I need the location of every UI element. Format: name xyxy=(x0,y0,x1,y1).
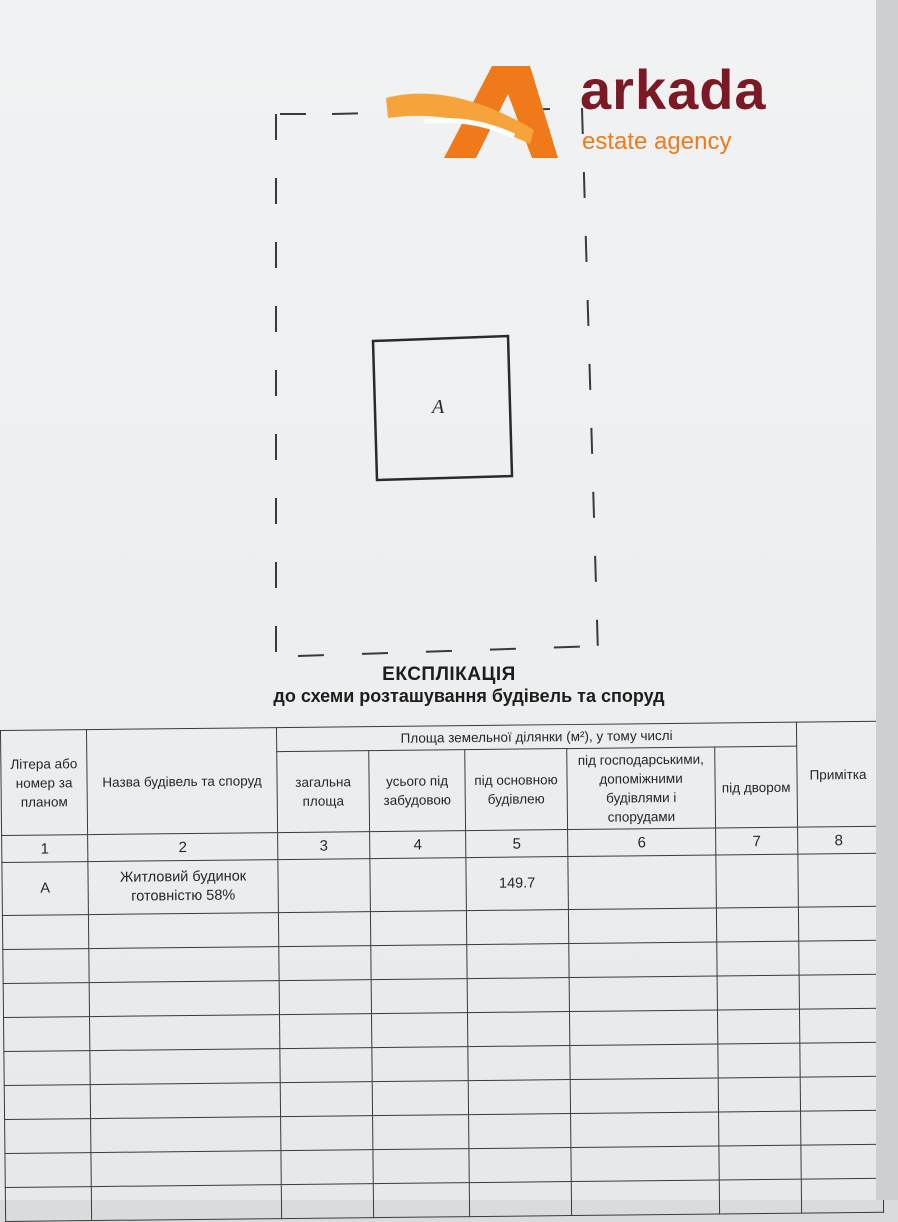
cell-building-name: Житловий будинок готовністю 58% xyxy=(88,860,279,915)
empty-cell xyxy=(3,949,89,984)
column-number: 6 xyxy=(568,828,716,857)
empty-cell xyxy=(717,975,799,1010)
arkada-logo-icon xyxy=(384,58,564,168)
empty-cell xyxy=(468,1046,570,1081)
empty-cell xyxy=(91,1185,281,1221)
header-auxiliary: під господарськими, допоміжними будівлями і спорудами xyxy=(567,747,716,830)
empty-cell xyxy=(571,1112,719,1148)
empty-cell xyxy=(570,1078,718,1114)
empty-cell xyxy=(281,1150,373,1185)
column-number: 8 xyxy=(798,826,880,854)
logo-wordmark: arkada xyxy=(580,58,767,121)
cell-auxiliary xyxy=(568,855,717,910)
empty-cell xyxy=(801,1144,883,1179)
header-built-area: усього під забудовою xyxy=(369,750,466,832)
empty-cell xyxy=(801,1110,883,1145)
empty-cell xyxy=(371,979,467,1014)
cell-letter: А xyxy=(2,862,89,916)
header-note: Примітка xyxy=(796,721,879,827)
building-label: А xyxy=(432,396,445,418)
column-number: 3 xyxy=(278,832,370,860)
empty-cell xyxy=(281,1184,373,1219)
empty-cell xyxy=(469,1182,571,1217)
empty-cell xyxy=(4,1017,90,1052)
empty-cell xyxy=(5,1187,91,1222)
header-area-group: Площа земельної ділянки (м²), у тому числі xyxy=(276,722,796,751)
empty-cell xyxy=(571,1180,719,1216)
empty-cell xyxy=(4,1051,90,1086)
empty-cell xyxy=(3,983,89,1018)
cell-built-area xyxy=(370,858,467,912)
explication-table xyxy=(0,721,884,1222)
empty-cell xyxy=(469,1114,571,1149)
empty-cell xyxy=(90,1015,280,1051)
header-building-name: Назва будівель та споруд xyxy=(87,728,278,835)
empty-cell xyxy=(798,906,880,941)
empty-cell xyxy=(571,1146,719,1182)
empty-cell xyxy=(371,1013,467,1048)
empty-cell xyxy=(467,1012,569,1047)
empty-cell xyxy=(467,944,569,979)
cell-total-area xyxy=(278,859,371,913)
header-letter: Літера або номер за планом xyxy=(1,730,88,836)
empty-cell xyxy=(569,942,717,978)
logo-tagline: estate agency xyxy=(582,128,732,155)
empty-cell xyxy=(799,974,881,1009)
column-number: 4 xyxy=(370,831,466,859)
column-number: 7 xyxy=(716,827,798,855)
empty-cell xyxy=(373,1183,469,1218)
column-number: 1 xyxy=(2,835,88,863)
empty-cell xyxy=(90,1083,280,1119)
empty-cell xyxy=(799,1008,881,1043)
empty-cell xyxy=(800,1076,882,1111)
empty-cell xyxy=(280,1048,372,1083)
column-number: 2 xyxy=(88,833,278,862)
empty-cell xyxy=(279,946,371,981)
empty-cell xyxy=(799,940,881,975)
empty-cell xyxy=(89,947,279,983)
header-total-area: загальна площа xyxy=(277,751,370,833)
empty-cell xyxy=(5,1153,91,1188)
empty-cell xyxy=(91,1117,281,1153)
cell-main-building: 149.7 xyxy=(466,857,569,911)
empty-cell xyxy=(801,1178,883,1213)
document-subtitle: до схеми розташування будівель та споруд xyxy=(273,686,665,706)
empty-cell xyxy=(568,908,716,944)
empty-cell xyxy=(718,1077,800,1112)
header-yard: під двором xyxy=(715,746,798,828)
empty-cell xyxy=(5,1119,91,1154)
empty-cell xyxy=(370,911,466,946)
empty-cell xyxy=(466,910,568,945)
cell-note xyxy=(798,853,881,907)
empty-cell xyxy=(569,976,717,1012)
empty-cell xyxy=(718,1043,800,1078)
empty-cell xyxy=(716,907,798,942)
empty-cell xyxy=(467,978,569,1013)
document-title: ЕКСПЛІКАЦІЯ xyxy=(382,664,516,685)
empty-cell xyxy=(719,1111,801,1146)
empty-cell xyxy=(91,1151,281,1187)
empty-cell xyxy=(372,1081,468,1116)
empty-cell xyxy=(717,1009,799,1044)
empty-cell xyxy=(279,980,371,1015)
empty-cell xyxy=(569,1010,717,1046)
empty-cell xyxy=(281,1116,373,1151)
empty-cell xyxy=(372,1047,468,1082)
empty-cell xyxy=(468,1080,570,1115)
empty-cell xyxy=(4,1085,90,1120)
site-scheme xyxy=(272,100,612,670)
empty-cell xyxy=(469,1148,571,1183)
cell-yard xyxy=(716,854,799,908)
arkada-logo xyxy=(384,58,864,168)
table-row xyxy=(2,853,881,915)
page-edge xyxy=(876,0,898,1200)
empty-cell xyxy=(800,1042,882,1077)
empty-cell xyxy=(2,915,88,950)
empty-cell xyxy=(373,1115,469,1150)
empty-cell xyxy=(717,941,799,976)
empty-rows xyxy=(2,906,883,1221)
empty-cell xyxy=(373,1149,469,1184)
empty-cell xyxy=(278,912,370,947)
empty-cell xyxy=(90,1049,280,1085)
empty-cell xyxy=(279,1014,371,1049)
empty-cell xyxy=(719,1179,801,1214)
empty-cell xyxy=(280,1082,372,1117)
column-number: 5 xyxy=(466,830,568,858)
empty-cell xyxy=(89,981,279,1017)
header-main-building: під основною будівлею xyxy=(465,749,568,831)
empty-cell xyxy=(719,1145,801,1180)
empty-cell xyxy=(371,945,467,980)
empty-cell xyxy=(570,1044,718,1080)
plot-boundary xyxy=(276,108,598,660)
empty-cell xyxy=(88,913,278,949)
